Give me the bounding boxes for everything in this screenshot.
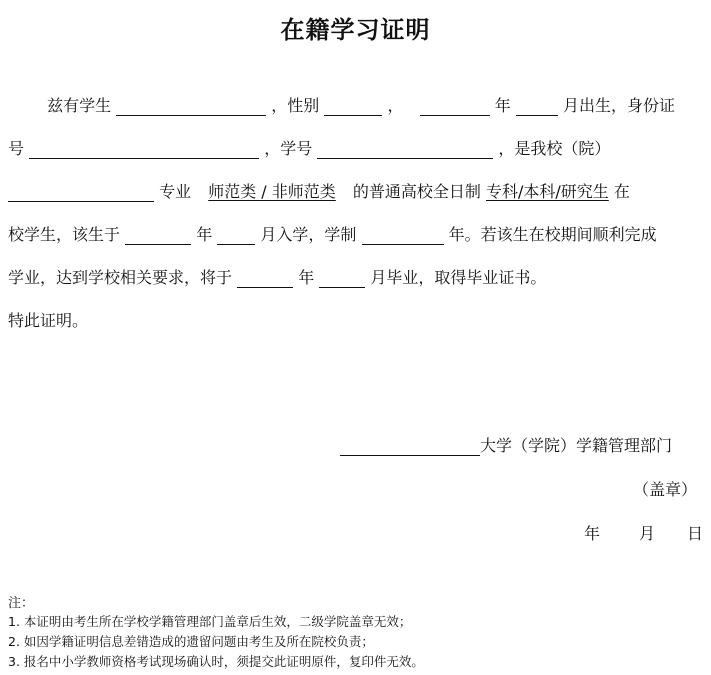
document-title: 在籍学习证明 — [280, 16, 431, 44]
blank-enroll-month[interactable] — [217, 223, 255, 245]
text-gender: ，性别 — [271, 96, 320, 115]
blank-birth-month[interactable] — [516, 94, 558, 116]
body-line-2 — [8, 137, 706, 161]
note-item: 1. 本证明由考生所在学校学籍管理部门盖章后生效，二级学院盖章无效； — [8, 614, 412, 629]
notes-heading: 注： — [8, 596, 35, 611]
option-degree-level[interactable]: 专科/本科/研究生 — [485, 182, 609, 201]
text-student-no: ，学号 — [264, 139, 313, 158]
text-graduation: 学业，达到学校相关要求，将于 — [8, 268, 233, 287]
blank-grad-month[interactable] — [319, 266, 365, 288]
blank-enroll-year[interactable] — [125, 223, 191, 245]
text-enroll-month: 月入学，学制 — [260, 225, 357, 244]
text-program-length: 年。若该生在校期间顺利完成 — [448, 225, 657, 244]
text-major: 专业 — [159, 182, 192, 201]
text-id-number: 号 — [8, 139, 25, 158]
body-line-5 — [8, 266, 706, 290]
seal-label: （盖章） — [633, 480, 698, 499]
text-school: ，是我校（院） — [498, 139, 611, 158]
text-birth-month: 月出生，身份证 — [563, 96, 676, 115]
date-year: 年 — [584, 524, 601, 543]
signature-line — [340, 434, 672, 458]
text-fulltime: 的普通高校全日制 — [352, 182, 481, 201]
blank-birth-year[interactable] — [420, 94, 490, 116]
text-in: 在 — [613, 182, 630, 201]
blank-gender[interactable] — [324, 94, 382, 116]
text-birth-year: 年 — [494, 96, 511, 115]
note-item: 2. 如因学籍证明信息差错造成的遗留问题由考生及所在院校负责； — [8, 634, 374, 649]
text-comma: ， — [387, 96, 404, 115]
body-line-4 — [8, 223, 706, 247]
body-line-3 — [8, 180, 706, 204]
blank-grad-year[interactable] — [237, 266, 293, 288]
option-teacher-type[interactable]: 师范类 / 非师范类 — [208, 182, 336, 201]
blank-university-name[interactable] — [340, 434, 480, 456]
text-grad-year: 年 — [298, 268, 315, 287]
text-enrolled: 校学生，该生于 — [8, 225, 121, 244]
blank-student-name[interactable] — [116, 94, 266, 116]
date-month: 月 — [639, 524, 656, 543]
text-enroll-year: 年 — [196, 225, 213, 244]
text-student-intro: 兹有学生 — [47, 96, 112, 115]
dept-label: 大学（学院）学籍管理部门 — [480, 436, 673, 455]
body-line-1 — [8, 94, 706, 118]
blank-student-number[interactable] — [317, 137, 493, 159]
text-hereby-certify: 特此证明。 — [8, 311, 89, 330]
note-item: 3. 报名中小学教师资格考试现场确认时，须提交此证明原件，复印件无效。 — [8, 654, 424, 669]
text-grad-month: 月毕业，取得毕业证书。 — [370, 268, 547, 287]
blank-program-length[interactable] — [362, 223, 444, 245]
blank-major[interactable] — [8, 180, 154, 202]
date-day: 日 — [687, 524, 704, 543]
body-line-6 — [8, 309, 706, 333]
blank-id-number[interactable] — [29, 137, 259, 159]
